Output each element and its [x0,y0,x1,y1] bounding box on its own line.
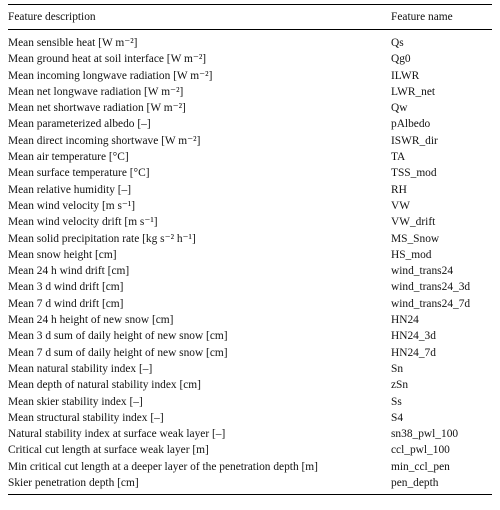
feature-name-cell: zSn [391,379,409,392]
table-row [8,296,492,312]
feature-description-cell: Mean ground heat at soil interface [W m⁻²] [8,53,207,66]
table-row [8,68,492,84]
feature-name-cell: MS_Snow [391,232,440,245]
header-feature-name: Feature name [391,10,453,23]
feature-name-cell: Qg0 [391,53,411,66]
table-row [8,198,492,214]
feature-description-cell: Mean snow height [cm] [8,248,117,261]
table-row [8,51,492,67]
feature-description-cell: Mean air temperature [°C] [8,151,129,164]
feature-name-cell: wind_trans24_3d [391,281,471,294]
feature-description-cell: Mean incoming longwave radiation [W m⁻²] [8,69,213,82]
feature-table [8,4,492,495]
table-row [8,328,492,344]
table-row [8,116,492,132]
table-row [8,279,492,295]
table-row [8,394,492,410]
feature-description-cell: Mean surface temperature [°C] [8,167,150,180]
feature-description-cell: Mean sensible heat [W m⁻²] [8,37,138,49]
feature-name-cell: min_ccl_pen [391,460,450,473]
feature-description-cell: Mean natural stability index [–] [8,362,153,375]
table-row [8,165,492,181]
header-row [8,5,492,30]
feature-name-cell: TA [391,151,406,164]
feature-description-cell: Natural stability index at surface weak layer [–] [8,428,226,441]
feature-description-cell: Mean 24 h wind drift [cm] [8,265,130,278]
feature-name-cell: Ss [391,395,402,408]
feature-name-cell: HN24 [391,314,419,327]
feature-name-cell: Qs [391,37,404,49]
feature-description-cell: Critical cut length at surface weak layer [m] [8,444,209,457]
table-row [8,377,492,393]
feature-description-cell: Mean net shortwave radiation [W m⁻²] [8,102,186,115]
feature-name-cell: RH [391,183,407,196]
table-header [8,5,492,30]
feature-description-cell: Min critical cut length at a deeper layer of the penetration depth [m] [8,460,318,473]
feature-description-cell: Mean 7 d sum of daily height of new snow [cm] [8,346,228,359]
table-row [8,442,492,458]
feature-name-cell: HN24_3d [391,330,436,343]
feature-description-cell: Mean structural stability index [–] [8,411,164,424]
feature-description-cell: Mean wind velocity drift [m s⁻¹] [8,216,158,229]
feature-name-cell: ccl_pwl_100 [391,444,450,457]
feature-description-cell: Mean 7 d wind drift [cm] [8,297,124,310]
feature-description-cell: Mean parameterized albedo [–] [8,118,151,131]
feature-description-cell: Mean relative humidity [–] [8,183,132,196]
feature-description-cell: Skier penetration depth [cm] [8,477,139,490]
feature-name-cell: sn38_pwl_100 [391,428,459,441]
feature-name-cell: ISWR_dir [391,134,438,147]
feature-name-cell: Sn [391,362,404,375]
feature-description-cell: Mean solid precipitation rate [kg s⁻² h⁻¹] [8,232,196,245]
table-row [8,133,492,149]
feature-name-cell: S4 [391,411,404,424]
feature-description-cell: Mean 3 d sum of daily height of new snow [cm] [8,330,228,343]
feature-name-cell: VW [391,199,410,212]
header-feature-description: Feature description [8,10,96,23]
table-row [8,361,492,377]
table-row [8,247,492,263]
feature-name-cell: VW_drift [391,216,436,229]
table-row [8,475,492,495]
feature-name-cell: LWR_net [391,85,436,98]
feature-description-cell: Mean 3 d wind drift [cm] [8,281,124,294]
table-row [8,214,492,230]
table-row [8,30,492,52]
table-row [8,410,492,426]
feature-name-cell: ILWR [391,69,420,82]
feature-description-cell: Mean wind velocity [m s⁻¹] [8,199,136,212]
table-row [8,231,492,247]
table-row [8,263,492,279]
feature-name-cell: Qw [391,102,408,115]
feature-name-cell: pAlbedo [391,118,431,131]
feature-description-cell: Mean direct incoming shortwave [W m⁻²] [8,134,201,147]
feature-name-cell: HN24_7d [391,346,436,359]
feature-name-cell: TSS_mod [391,167,437,180]
table-row [8,312,492,328]
feature-name-cell: pen_depth [391,477,439,490]
table-row [8,182,492,198]
feature-name-cell: HS_mod [391,248,432,261]
table-row [8,100,492,116]
table-row [8,426,492,442]
table-row [8,459,492,475]
table-row [8,149,492,165]
feature-description-cell: Mean 24 h height of new snow [cm] [8,314,174,327]
feature-description-cell: Mean depth of natural stability index [cm] [8,379,201,392]
table-body [8,30,492,495]
table-row [8,84,492,100]
feature-name-cell: wind_trans24_7d [391,297,471,310]
table-row [8,345,492,361]
feature-description-cell: Mean skier stability index [–] [8,395,143,408]
feature-name-cell: wind_trans24 [391,265,454,278]
feature-description-cell: Mean net longwave radiation [W m⁻²] [8,85,184,98]
